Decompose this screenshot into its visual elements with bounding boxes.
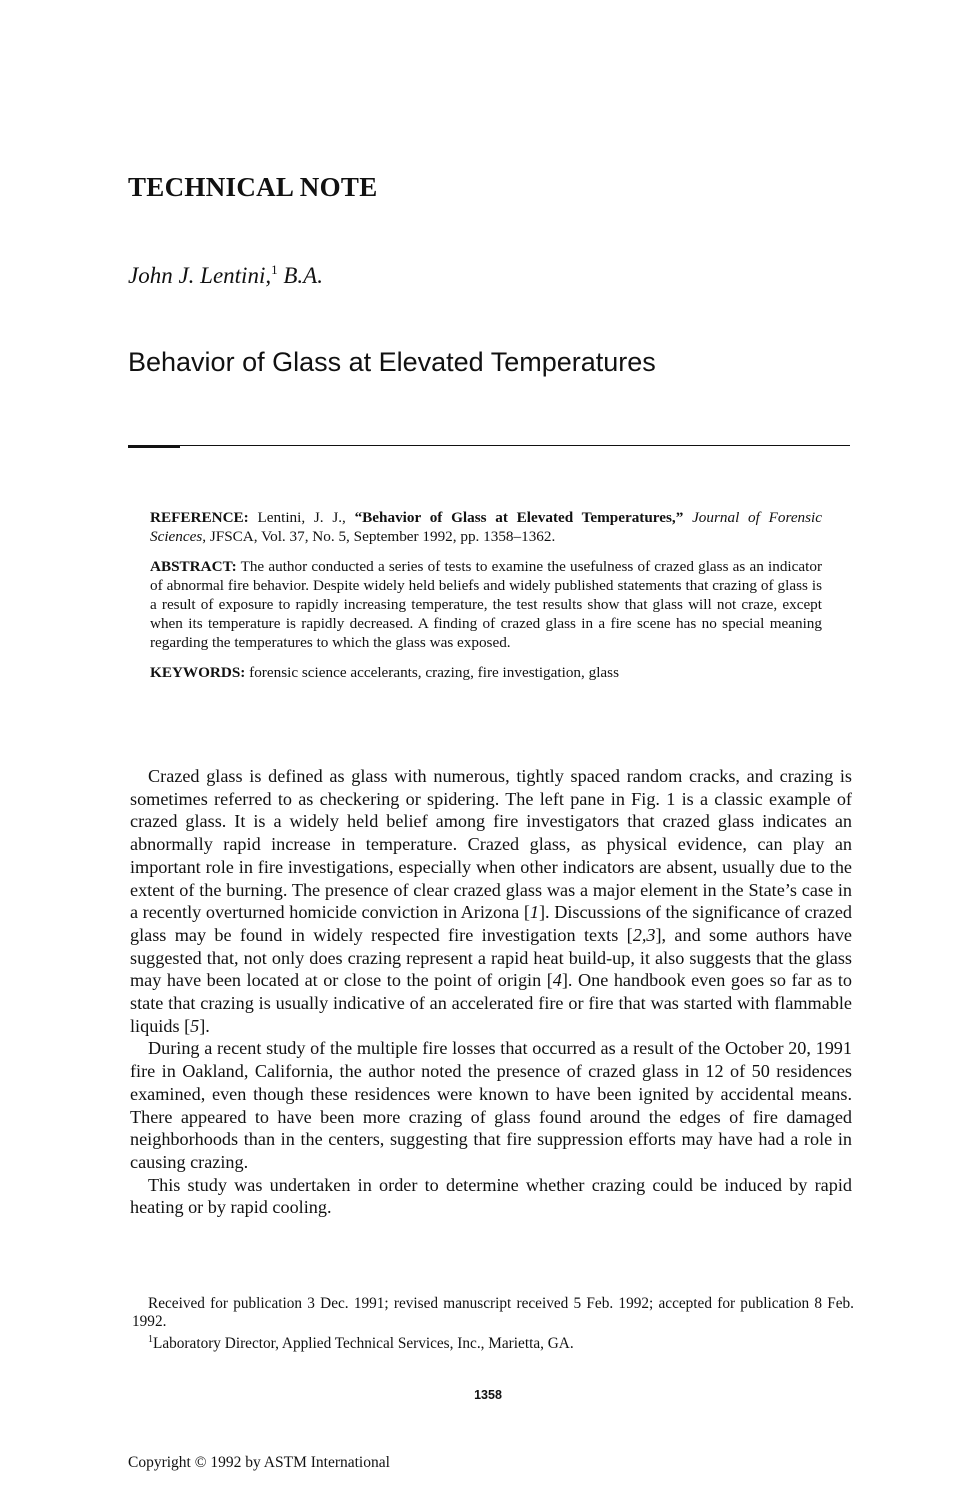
title-divider xyxy=(128,445,850,446)
abstract-label: ABSTRACT: xyxy=(150,558,237,575)
body-text-span: ]. One handbook even goes so far as to state that crazing is usually indicative of an accelerated fire or fire that was started with flammable liquids [ xyxy=(130,970,852,1036)
body-text xyxy=(130,765,852,1219)
affiliation-mark: 1 xyxy=(148,1334,153,1345)
citation-ref: 4 xyxy=(552,970,562,991)
section-label: TECHNICAL NOTE xyxy=(128,172,378,202)
keywords-text: forensic science accelerants, crazing, fire investigation, glass xyxy=(249,664,619,681)
citation-ref: 1 xyxy=(529,902,539,923)
abstract-block xyxy=(150,508,822,693)
page-number: 1358 xyxy=(474,1388,502,1402)
reference-journal: Journal of Forensic Sciences xyxy=(150,509,823,545)
abstract-paragraph xyxy=(150,557,822,652)
received-note: Received for publication 3 Dec. 1991; revised manuscript received 5 Feb. 1992; accepted for publication 8 Feb. 1992. xyxy=(132,1295,854,1330)
reference-article-title: “Behavior of Glass at Elevated Temperatures,” xyxy=(354,509,684,526)
affiliation-note xyxy=(132,1331,854,1353)
body-text-span: ]. xyxy=(199,1015,210,1036)
keywords-paragraph xyxy=(150,663,822,682)
body-text-span: ]. Discussions of the significance of crazed glass may be found in widely respected fire investigation texts [ xyxy=(130,902,852,945)
abstract-text: The author conducted a series of tests to examine the usefulness of crazed glass as an indicator of abnormal fire behavior. Despite widely held beliefs and widely published statements that crazing of glass is a result of exposure to rapidly increasing temperature, the test results show that glass will not craze, except when its temperature is rapidly decreased. A finding of crazed glass in a fire scene has no special meaning regarding the temperatures to which the glass was exposed. xyxy=(150,558,823,651)
author-name: John J. Lentini, xyxy=(128,263,272,288)
author-line xyxy=(128,262,323,289)
citation-ref: 2,3 xyxy=(632,924,656,945)
body-text-span: ], and some authors have suggested that, not only does crazing represent a rapid heat build-up, it also suggests that the glass may have been located at or close to the point of origin [ xyxy=(130,924,852,991)
citation-ref: 5 xyxy=(190,1015,200,1036)
keywords-label: KEYWORDS: xyxy=(150,664,246,681)
body-text-span: Crazed glass is defined as glass with numerous, tightly spaced random cracks, and crazing is sometimes referred to as checkering or spidering. The left pane in Fig. 1 is a classic example of crazed glass. It is a widely held belief among fire investigators that crazed glass indicates an abnormally rapid increase in temperature. Crazed glass, as physical evidence, can play an important role in fire investigations, especially when other indicators are absent, usually due to the extent of the burning. The presence of clear crazed glass was a major element in the State’s case in a recently overturned homicide conviction in Arizona [ xyxy=(130,766,852,923)
author-footnote-mark: 1 xyxy=(271,262,278,277)
reference-paragraph xyxy=(150,508,822,546)
body-paragraph-3: This study was undertaken in order to determine whether crazing could be induced by rapid heating or by rapid cooling. xyxy=(130,1174,852,1218)
title-divider-accent xyxy=(128,446,180,448)
body-paragraph-1 xyxy=(130,765,852,1037)
footnotes xyxy=(132,1295,854,1353)
reference-authors: Lentini, J. J., xyxy=(257,509,355,526)
paper-title: Behavior of Glass at Elevated Temperatures xyxy=(128,347,656,377)
author-degree: B.A. xyxy=(283,263,323,288)
copyright-notice: Copyright © 1992 by ASTM International xyxy=(128,1454,390,1471)
body-paragraph-2: During a recent study of the multiple fire losses that occurred as a result of the October 20, 1991 fire in Oakland, California, the author noted the presence of crazed glass in 12 of 50 residences examined, even though these residences were known to have been ignited by accidental means. There appeared to have been more crazing of glass found around the edges of fire damaged neighborhoods than in the centers, suggesting that fire suppression efforts may have had a role in causing crazing. xyxy=(130,1038,852,1172)
reference-label: REFERENCE: xyxy=(150,509,249,526)
reference-citation: , JFSCA, Vol. 37, No. 5, September 1992, pp. 1358–1362. xyxy=(202,528,556,545)
affiliation-text: Laboratory Director, Applied Technical Services, Inc., Marietta, GA. xyxy=(153,1335,574,1352)
